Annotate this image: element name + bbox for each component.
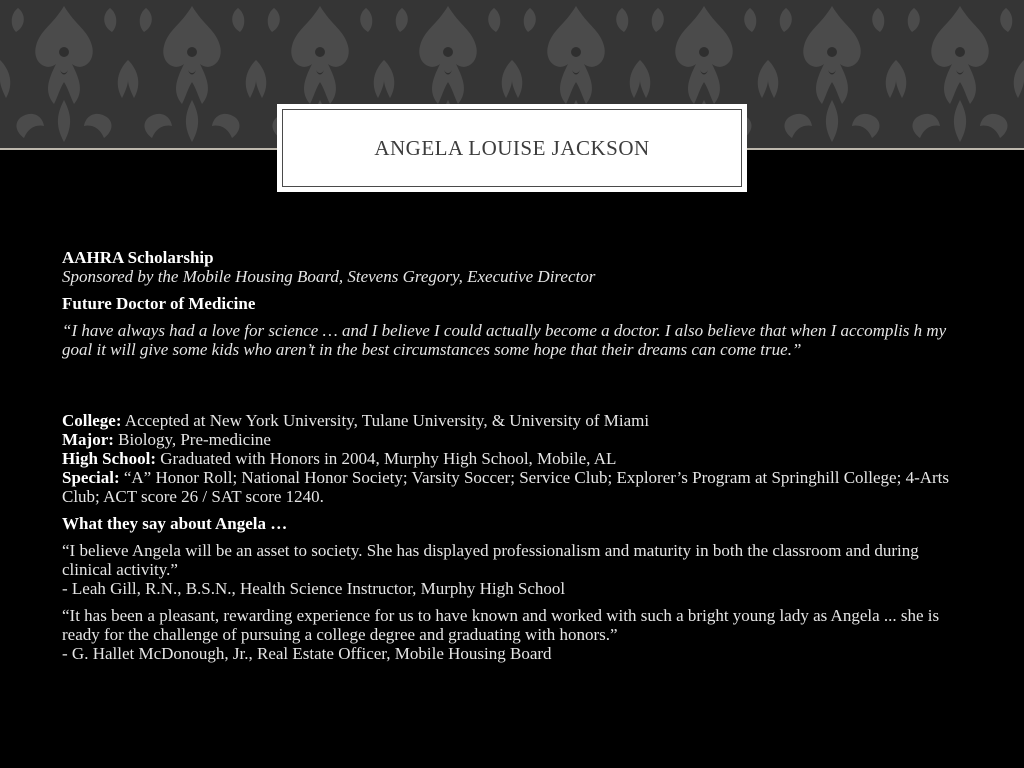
testimonial-attribution: - G. Hallet McDonough, Jr., Real Estate Officer, Mobile Housing Board [62,644,552,663]
testimonial [62,606,962,663]
testimonials-heading: What they say about Angela … [62,514,288,533]
slide-content [62,248,962,671]
special-line [62,468,962,506]
testimonials-heading-block [62,514,962,533]
high-school-value: Graduated with Honors in 2004, Murphy High School, Mobile, AL [156,449,617,468]
high-school-label: High School: [62,449,156,468]
title-frame [282,109,742,187]
college-line [62,411,962,430]
goal-block [62,294,962,313]
title-box [277,104,747,192]
testimonial [62,541,962,598]
scholarship-sponsor: Sponsored by the Mobile Housing Board, Stevens Gregory, Executive Director [62,267,596,286]
major-line [62,430,962,449]
college-label: College: [62,411,122,430]
goal-heading: Future Doctor of Medicine [62,294,256,313]
major-value: Biology, Pre-medicine [113,430,271,449]
scholarship-name: AAHRA Scholarship [62,248,214,267]
student-quote: “I have always had a love for science … and I believe I could actually become a doctor. I also believe that when I accomplis h my goal it will give some kids who aren’t in the best circumstances some hope that their dreams can come true.” [62,321,947,359]
special-label: Special: [62,468,120,487]
spacer [62,367,962,411]
college-value: Accepted at New York University, Tulane University, & University of Miami [121,411,650,430]
special-value: “A” Honor Roll; National Honor Society; Varsity Soccer; Service Club; Explorer’s Program at Springhill College; 4-Arts Club; ACT score 26 / SAT score 1240. [62,468,950,506]
testimonial-quote: “It has been a pleasant, rewarding experience for us to have known and worked with such a bright young lady as Angela ... she is ready for the challenge of pursuing a college degree and graduating with honors.” [62,606,940,644]
major-label: Major: [62,430,114,449]
slide-title: ANGELA LOUISE JACKSON [374,135,650,160]
scholarship-block [62,248,962,286]
details-block [62,411,962,506]
high-school-line [62,449,962,468]
student-quote-block [62,321,962,359]
testimonial-attribution: - Leah Gill, R.N., B.S.N., Health Science Instructor, Murphy High School [62,579,566,598]
testimonial-quote: “I believe Angela will be an asset to society. She has displayed professionalism and maturity in both the classroom and during clinical activity.” [62,541,919,579]
